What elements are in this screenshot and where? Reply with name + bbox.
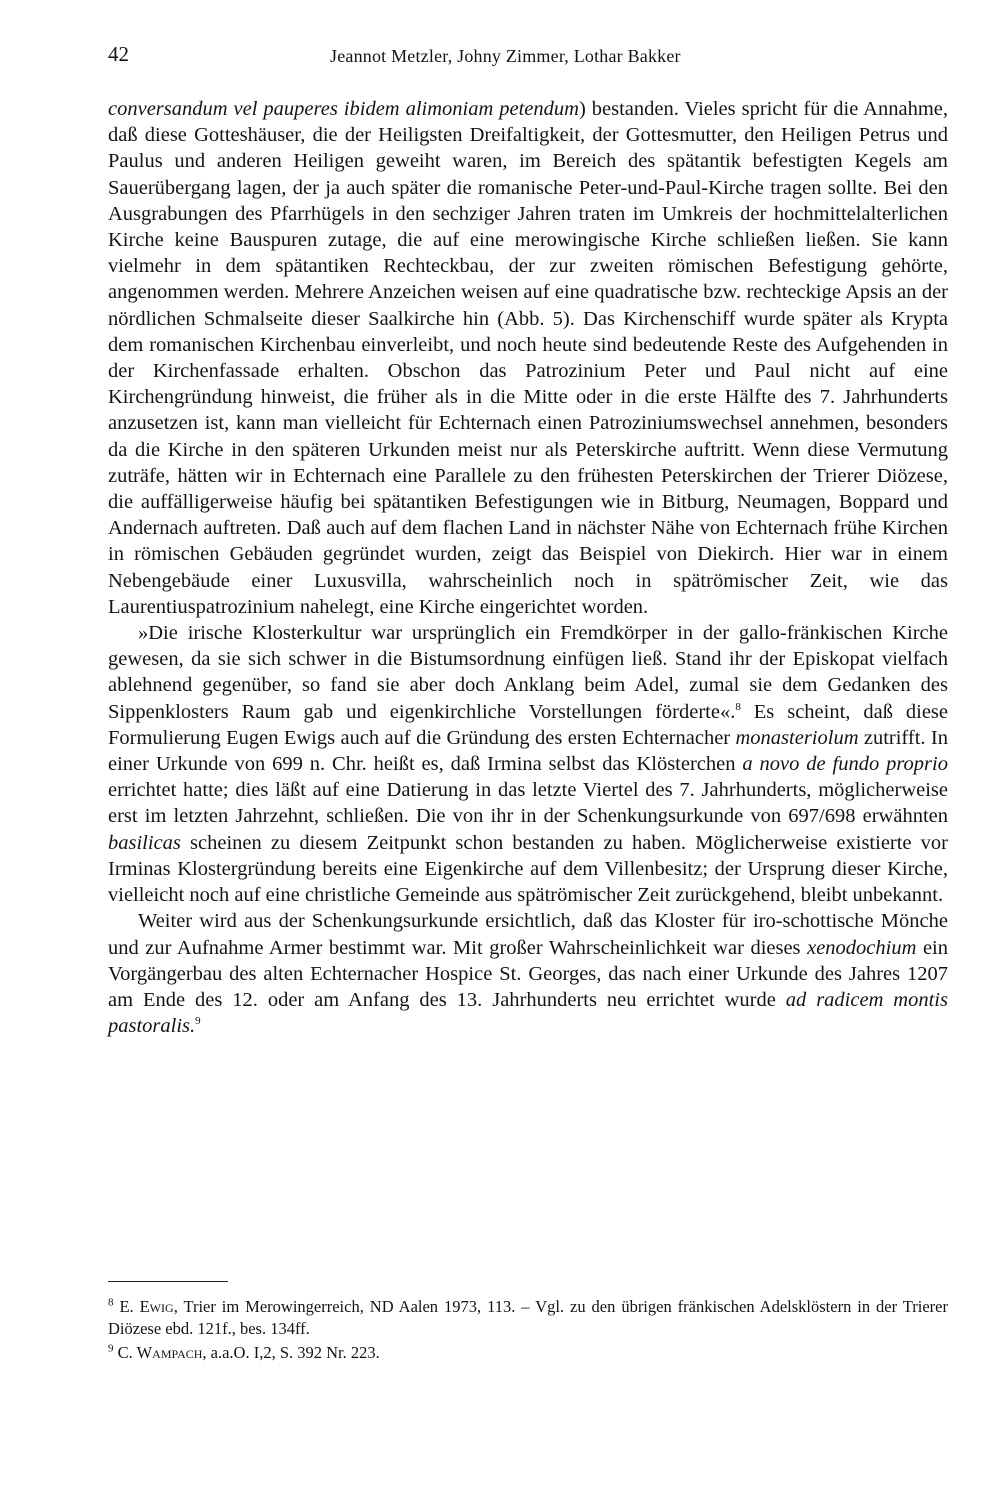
latin-term-xenodochium: xenodochium xyxy=(807,936,917,959)
latin-term-basilicas: basilicas xyxy=(108,831,181,854)
body-text xyxy=(108,96,948,1039)
paragraph-text: errichtet hatte; dies läßt auf eine Datierung in das letzte Viertel des 7. Jahrhunderts, möglicherweise erst im letzten Jahrzehnt, schließen. Die von ihr in der Schenkungsurkunde von 697/698 erwähnten xyxy=(108,779,948,828)
paragraph-text: zutrifft. In einer Urkunde von 699 n. Chr. heißt es, daß Irmina selbst das Klösterchen xyxy=(108,726,948,776)
footnote-text: , a.a.O. I,2, S. 392 Nr. 223. xyxy=(202,1343,380,1362)
latin-phrase-fundo: a novo de fundo proprio xyxy=(742,753,948,776)
ewig-quote: »Die irische Klosterkultur war ursprünglich ein Fremdkörper in der gallo-fränkischen Kirche gewesen, da sie sich schwer in die Bistumsordnung einfügen ließ. Stand ihr der Episkopat vielfach ablehnend gegenüber, so fand sie aber doch Anklang beim Adel, zumal sie dem Gedanken des Sippenklosters Raum gab und eigenkirchliche Vorstellungen förderte«. xyxy=(108,622,948,723)
footnote-9 xyxy=(108,1342,948,1364)
paragraph-text: ) bestanden. Vieles spricht für die Annahme, daß diese Gotteshäuser, die der Heiligsten Dreifaltigkeit, der Gottesmutter, den Heiligen Petrus und Paulus und anderen Heiligen geweiht waren, im Bereich des spätantik befestigten Kegels am Sauerübergang lagen, der ja auch später die romanische Peter-und-Paul-Kirche tragen sollte. Bei den Ausgrabungen des Pfarrhügels in den sechziger Jahren traten im Umkreis der hochmittelalterlichen Kirche keine Bauspuren zutage, die auf eine merowingische Kirche schließen ließen. Sie kann vielmehr in dem spätantiken Rechteckbau, der zur zweiten römischen Befestigung gehörte, angenommen werden. Mehrere Anzeichen weisen auf eine quadratische bzw. rechteckige Apsis an der nördlichen Schmalseite dieser Saalkirche hin (Abb. 5). Das Kirchenschiff wurde später als Krypta dem romanischen Kirchenbau einverleibt, und noch heute sind bedeutende Reste des Aufgehenden in der Kirchenfassade erhalten. Obschon das Patrozinium Peter und Paul nicht auf eine Kirchengründung hinweist, die früher als in die Mitte oder in die erste Hälfte des 7. Jahrhunderts anzusetzen ist, kann man vielleicht für Echternach einen Patroziniumswechsel annehmen, besonders da die Kirche in den späteren Urkunden meist nur als Peterskirche auftritt. Wenn diese Vermutung zuträfe, hätten wir in Echternach eine Parallele zu den frühesten Peterskirchen der Trierer Diözese, die auffälligerweise häufig bei spätantiken Befestigungen wie in Bitburg, Neumagen, Boppard und Andernach auftreten. Daß auch auf dem flachen Land in nächster Nähe von Echternach frühe Kirchen in römischen Gebäuden gegründet wurden, zeigt das Beispiel von Diekirch. Hier war in einem Nebengebäude einer Luxusvilla, wahrscheinlich noch in spätrömischer Zeit, wie das Laurentiuspatrozinium nahelegt, eine Kirche eingerichtet worden. xyxy=(108,98,949,618)
footnote-author: E. Ewig xyxy=(119,1297,174,1316)
footnote-number: 9 xyxy=(108,1342,114,1355)
footnote-number: 8 xyxy=(108,1296,114,1309)
paragraph-text: Weiter wird aus der Schenkungsurkunde ersichtlich, daß das Kloster für iro-schottische Mönche und zur Aufnahme Armer bestimmt war. Mit großer Wahrscheinlichkeit war dieses xyxy=(108,910,948,959)
paragraph-2 xyxy=(108,620,948,908)
paragraph-text: Es scheint, daß diese Formulierung Eugen Ewigs auch auf die Gründung des ersten Echternacher xyxy=(108,700,948,749)
footnote-divider xyxy=(108,1281,228,1282)
page-number: 42 xyxy=(108,42,129,66)
paragraph-1 xyxy=(108,96,948,620)
running-head: Jeannot Metzler, Johny Zimmer, Lothar Bakker xyxy=(330,46,681,66)
page-header xyxy=(108,42,948,72)
footnote-8 xyxy=(108,1296,948,1340)
paragraph-text: ein Vorgängerbau des alten Echternacher Hospice St. Georges, das nach einer Urkunde des Jahres 1207 am Ende des 12. oder am Anfang des 13. Jahrhunderts neu errichtet wurde xyxy=(108,936,948,1011)
footnote-author: C. Wampach xyxy=(117,1343,203,1362)
footnote-ref-8[interactable]: 8 xyxy=(735,700,741,713)
latin-term-monasteriolum: monasteriolum xyxy=(735,726,859,749)
paragraph-3 xyxy=(108,908,948,1039)
latin-phrase-radicem: ad radicem montis pastoralis. xyxy=(108,988,948,1038)
paragraph-text: scheinen zu diesem Zeitpunkt schon bestanden zu haben. Möglicherweise existierte vor Irminas Klostergründung bereits eine Eigenkirche auf dem Villenbesitz; der Ursprung dieser Kirche, vielleicht noch auf eine christliche Gemeinde aus spätrömischer Zeit zurückgehend, bleibt unbekannt. xyxy=(108,831,948,907)
footnote-text: , Trier im Merowingerreich, ND Aalen 1973, 113. – Vgl. zu den übrigen fränkischen Adelsklöstern in der Trierer Diözese ebd. 121f., bes. 134ff. xyxy=(108,1297,948,1338)
latin-phrase: conversandum vel pauperes ibidem alimoniam petendum xyxy=(108,98,579,120)
footnote-ref-9[interactable]: 9 xyxy=(195,1015,201,1028)
footnotes xyxy=(108,1296,948,1366)
